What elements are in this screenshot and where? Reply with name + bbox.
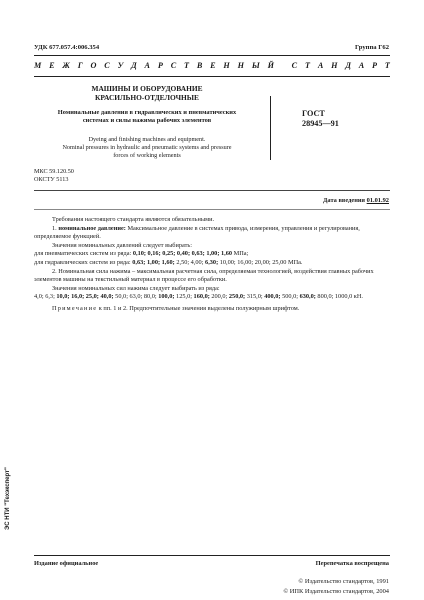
udk-code: УДК 677.057.4:006.354: [34, 44, 100, 51]
note-label: Примечание: [52, 304, 98, 312]
banner-letter: М: [34, 61, 42, 70]
force-series-part: 400,0;: [264, 293, 281, 301]
banner-letter: Ы: [251, 61, 260, 70]
top-rule: [34, 55, 390, 56]
copyright-2004: © ИПК Издательство стандартов, 2004: [283, 588, 389, 595]
title-line-1: МАШИНЫ И ОБОРУДОВАНИЕ: [91, 84, 203, 93]
note: [34, 305, 390, 314]
title-divider: [270, 96, 271, 160]
force-series-part: 500,0;: [280, 293, 300, 301]
pneumatic-series-unit: МПа;: [233, 250, 249, 258]
force-series-part: 125,0;: [174, 293, 194, 301]
effective-date-value: 01.01.92: [366, 197, 389, 204]
effective-date: [323, 197, 389, 204]
document-body: [34, 216, 390, 314]
banner-letter: Ж: [62, 61, 70, 70]
force-series-part: 250,0;: [228, 293, 246, 301]
subtitle-line-1: Номинальные давления в гидравлических и пневматических: [57, 109, 237, 116]
banner-letter: [282, 61, 284, 70]
banner-letter: С: [170, 61, 177, 70]
hydraulic-series-bold-2: 6,30;: [205, 258, 219, 266]
title-line-2: КРАСИЛЬНО-ОТДЕЛОЧНЫЕ: [95, 93, 199, 103]
banner-letter: Р: [157, 61, 163, 70]
banner-rule: [34, 76, 390, 77]
english-title: [34, 136, 260, 161]
banner-letter: С: [104, 61, 110, 70]
english-title-line-1: Dyeing and finishing machines and equipment.: [88, 136, 206, 143]
force-series-part: 200,0;: [209, 293, 229, 301]
okstu-code: ОКСТУ 5113: [34, 176, 69, 183]
force-series-part: 10,0; 16,0; 25,0; 40,0;: [56, 293, 114, 301]
banner-letter: Т: [384, 61, 390, 70]
clause-1-term: номинальное давление:: [58, 224, 126, 232]
force-series-part: 100,0;: [158, 293, 175, 301]
banner-letter: Т: [183, 61, 189, 70]
body-rule: [34, 209, 390, 210]
hydraulic-series-lead: для гидравлических систем из ряда:: [34, 258, 131, 266]
force-series-part: 800,0; 1000,0 кН.: [315, 293, 363, 301]
force-series-part: 4,0; 6,3;: [34, 293, 57, 301]
document-title: [34, 84, 260, 102]
effective-date-label: Дата введения: [323, 197, 366, 204]
footer-rule: [34, 555, 390, 556]
banner-letter: Е: [210, 61, 216, 70]
banner-letter: Й: [267, 61, 274, 70]
document-subtitle: [34, 109, 260, 125]
force-series-part: 50,0; 63,0; 80,0;: [113, 293, 159, 301]
banner-letter: Д: [131, 61, 137, 70]
banner-letter: А: [317, 61, 324, 70]
pneumatic-series-values: 0,10; 0,16; 0,25; 0,40; 0,63; 1,00; 1,60: [132, 250, 233, 258]
banner-letter: О: [90, 61, 97, 70]
force-series-part: 315,0;: [245, 293, 265, 301]
banner-letter: Н: [223, 61, 230, 70]
force-series-part: 630,0;: [299, 293, 316, 301]
banner-letter: Д: [345, 61, 351, 70]
clause-1-number: 1.: [52, 224, 57, 232]
subtitle-line-2: системах и силы нажима рабочих элементов: [82, 117, 212, 125]
clause-1: [34, 225, 390, 242]
copyright-1991: © Издательство стандартов, 1991: [298, 578, 389, 585]
mks-code: МКС 59.120.50: [34, 168, 74, 175]
banner-letter: Г: [77, 61, 83, 70]
banner-letter: А: [358, 61, 365, 70]
hydraulic-series-normal-2: 10,00; 16,00; 20,00; 25,00 МПа.: [219, 258, 303, 266]
hydraulic-series: [34, 259, 390, 268]
banner-letter: Р: [372, 61, 378, 70]
interstate-standard-banner: [34, 61, 390, 70]
gost-label: ГОСТ: [302, 109, 325, 118]
clause-1-text: Максимальное давление в системах привода, измерения, управления и регулирования, определяемое функцией.: [34, 224, 360, 241]
official-edition: Издание официальное: [34, 560, 99, 567]
force-series-part: 160,0;: [193, 293, 210, 301]
banner-letter: В: [196, 61, 203, 70]
banner-letter: Е: [49, 61, 55, 70]
banner-letter: А: [144, 61, 151, 70]
english-title-line-2: Nominal pressures in hydraulic and pneumatic systems and pressure: [62, 144, 232, 152]
hydraulic-series-normal-1: 2,50; 4,00;: [176, 258, 204, 266]
force-series: [34, 293, 390, 302]
group-code: Группа Г62: [355, 44, 389, 51]
banner-letter: Н: [331, 61, 338, 70]
note-text: к пп. 1 и 2. Предпочтительные значения выделены полужирным шрифтом.: [98, 304, 300, 312]
clause-2: 2. Номинальная сила нажима – максимальная расчетная сила, определяемая технологией, воздействия главных рабочих элементов машины на текстильный материал в процессе его обработки.: [34, 267, 374, 284]
side-watermark: ЭС НТИ "Техэксперт": [5, 467, 11, 530]
gost-designation: [302, 109, 339, 129]
pneumatic-series-lead: для пневматических систем из ряда:: [34, 250, 132, 258]
date-rule: [34, 190, 390, 191]
banner-letter: Т: [304, 61, 310, 70]
banner-letter: У: [117, 61, 124, 70]
banner-letter: С: [291, 61, 298, 70]
gost-number: 28945—91: [302, 119, 339, 128]
pressure-values-intro: Значения номинальных давлений следует выбирать:: [52, 241, 193, 249]
classification-codes: [34, 168, 74, 184]
pneumatic-series: [34, 250, 390, 259]
force-values-intro: Значения номинальных сил нажима следует выбирать из ряда:: [52, 284, 220, 292]
banner-letter: Н: [237, 61, 244, 70]
hydraulic-series-bold-1: 0,63; 1,00; 1,60;: [132, 258, 175, 266]
english-title-line-3: forces of working elements: [113, 152, 181, 160]
reprint-notice: Перепечатка воспрещена: [315, 560, 389, 567]
mandatory-statement: Требования настоящего стандарта являются обязательными.: [52, 216, 215, 223]
